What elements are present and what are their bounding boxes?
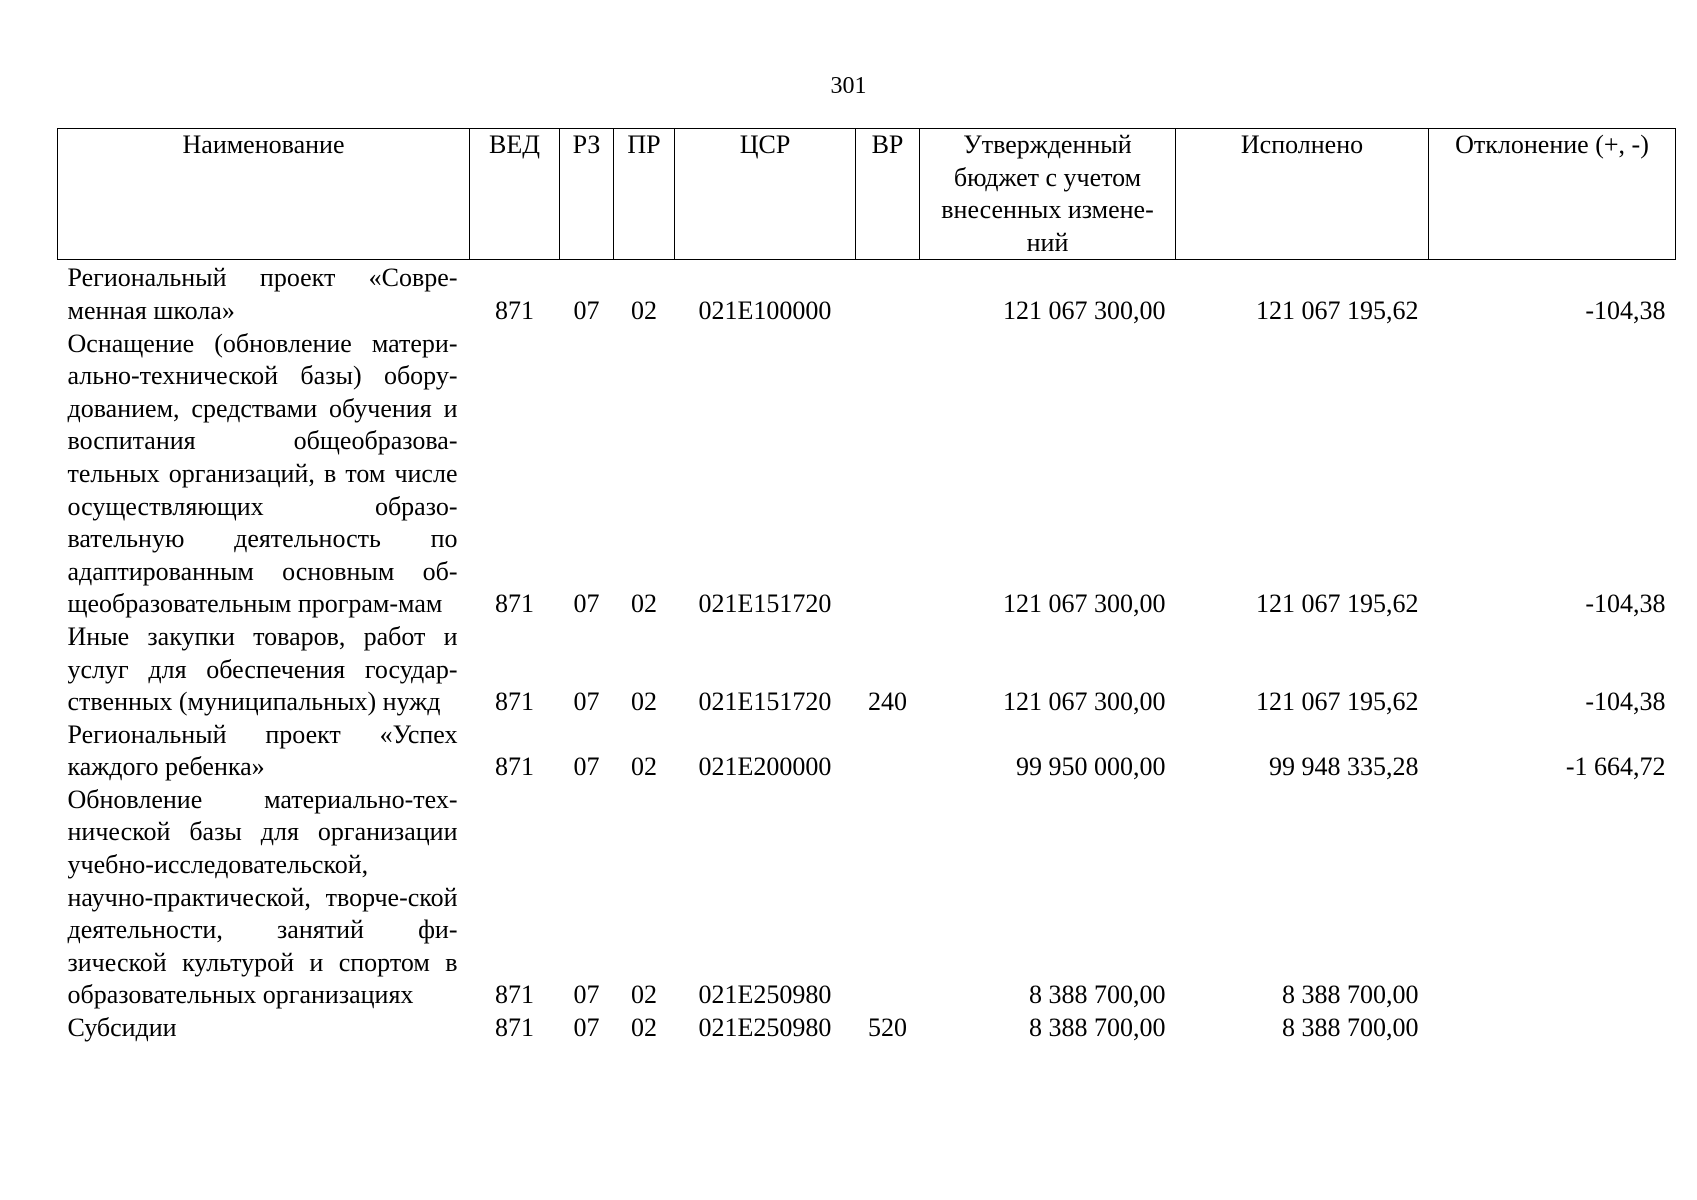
row-vr: 240: [868, 687, 907, 717]
header-pr: ПР: [614, 129, 675, 260]
row-csr: 021Е250980: [698, 980, 832, 1010]
row-deviation: [1429, 1012, 1676, 1045]
row-approved: 121 067 300,00: [1003, 687, 1166, 717]
row-name: Иные закупки товаров, работ и услуг для обеспечения государ-ственных (муниципальных) нужд: [67, 621, 458, 717]
header-approved: Утвержденный бюджет с учетом внесенных измене-ний: [920, 129, 1176, 260]
row-pr: 02: [631, 687, 657, 717]
row-deviation: -1 664,72: [1565, 752, 1666, 782]
table-row: [58, 719, 1676, 784]
header-ved: ВЕД: [470, 129, 560, 260]
header-vr: ВР: [856, 129, 920, 260]
row-ved: 871: [495, 752, 534, 782]
row-pr: 02: [631, 1013, 657, 1043]
row-name: Оснащение (обновление матери-ально-технической базы) обору-дованием, средствами обучения и воспитания общеобразова-тельных организаций, в том числе осуществляющих образо-вательную деятельность по адаптированным основным об-щеобразовательным програм-мам: [67, 328, 458, 619]
page-number: 301: [830, 73, 867, 99]
table-row: [58, 260, 1676, 328]
row-csr: 021Е100000: [698, 295, 832, 325]
row-approved: 121 067 300,00: [1003, 295, 1166, 325]
row-pr: 02: [631, 752, 657, 782]
row-executed: 121 067 195,62: [1256, 589, 1419, 619]
row-ved: 871: [495, 687, 534, 717]
row-approved: 99 950 000,00: [1016, 752, 1166, 782]
row-approved: 121 067 300,00: [1003, 589, 1166, 619]
row-executed: 8 388 700,00: [1282, 1013, 1419, 1043]
row-ved: 871: [495, 589, 534, 619]
row-pr: 02: [631, 295, 657, 325]
header-deviation: Отклонение (+, -): [1429, 129, 1676, 260]
row-approved: 8 388 700,00: [1029, 1013, 1166, 1043]
row-ved: 871: [495, 295, 534, 325]
row-csr: 021Е250980: [698, 1013, 832, 1043]
row-deviation: [1429, 784, 1676, 1012]
row-rz: 07: [573, 1013, 600, 1043]
table-row: [58, 784, 1676, 1012]
row-ved: 871: [495, 1013, 534, 1043]
row-deviation: -104,38: [1585, 589, 1666, 619]
table-row: [58, 328, 1676, 621]
header-row: [58, 129, 1676, 260]
row-rz: 07: [573, 687, 600, 717]
row-rz: 07: [573, 295, 600, 325]
table-header: [58, 129, 1676, 260]
row-rz: 07: [573, 752, 600, 782]
header-name: Наименование: [58, 129, 470, 260]
row-csr: 021Е151720: [698, 589, 832, 619]
row-name: Обновление материально-тех-нической базы для организации учебно-исследовательской, научно-практической, творче-ской деятельности, занятий фи-зической культурой и спортом в образовательных организациях: [67, 784, 458, 1010]
row-executed: 121 067 195,62: [1256, 687, 1419, 717]
table-row: [58, 621, 1676, 719]
row-approved: 8 388 700,00: [1029, 980, 1166, 1010]
row-executed: 99 948 335,28: [1269, 752, 1419, 782]
row-csr: 021Е200000: [698, 752, 832, 782]
row-ved: 871: [495, 980, 534, 1010]
row-executed: 8 388 700,00: [1282, 980, 1419, 1010]
table-row: [58, 1012, 1676, 1045]
header-executed: Исполнено: [1176, 129, 1429, 260]
row-name: Региональный проект «Успех каждого ребенка»: [67, 719, 458, 782]
row-name: Региональный проект «Совре-менная школа»: [67, 263, 458, 325]
row-rz: 07: [573, 589, 600, 619]
table-body: [58, 260, 1676, 1045]
budget-execution-table: [57, 128, 1676, 1045]
row-deviation: -104,38: [1585, 295, 1666, 325]
row-pr: 02: [631, 980, 657, 1010]
row-vr: 520: [868, 1013, 907, 1043]
row-rz: 07: [573, 980, 600, 1010]
row-vr: [856, 784, 920, 1012]
header-rz: РЗ: [560, 129, 614, 260]
row-csr: 021Е151720: [698, 687, 832, 717]
row-vr: [856, 328, 920, 621]
row-name: Субсидии: [67, 1013, 177, 1043]
row-vr: [856, 719, 920, 784]
header-csr: ЦСР: [675, 129, 856, 260]
row-vr: [856, 260, 920, 328]
row-executed: 121 067 195,62: [1256, 295, 1419, 325]
row-pr: 02: [631, 589, 657, 619]
row-deviation: -104,38: [1585, 687, 1666, 717]
